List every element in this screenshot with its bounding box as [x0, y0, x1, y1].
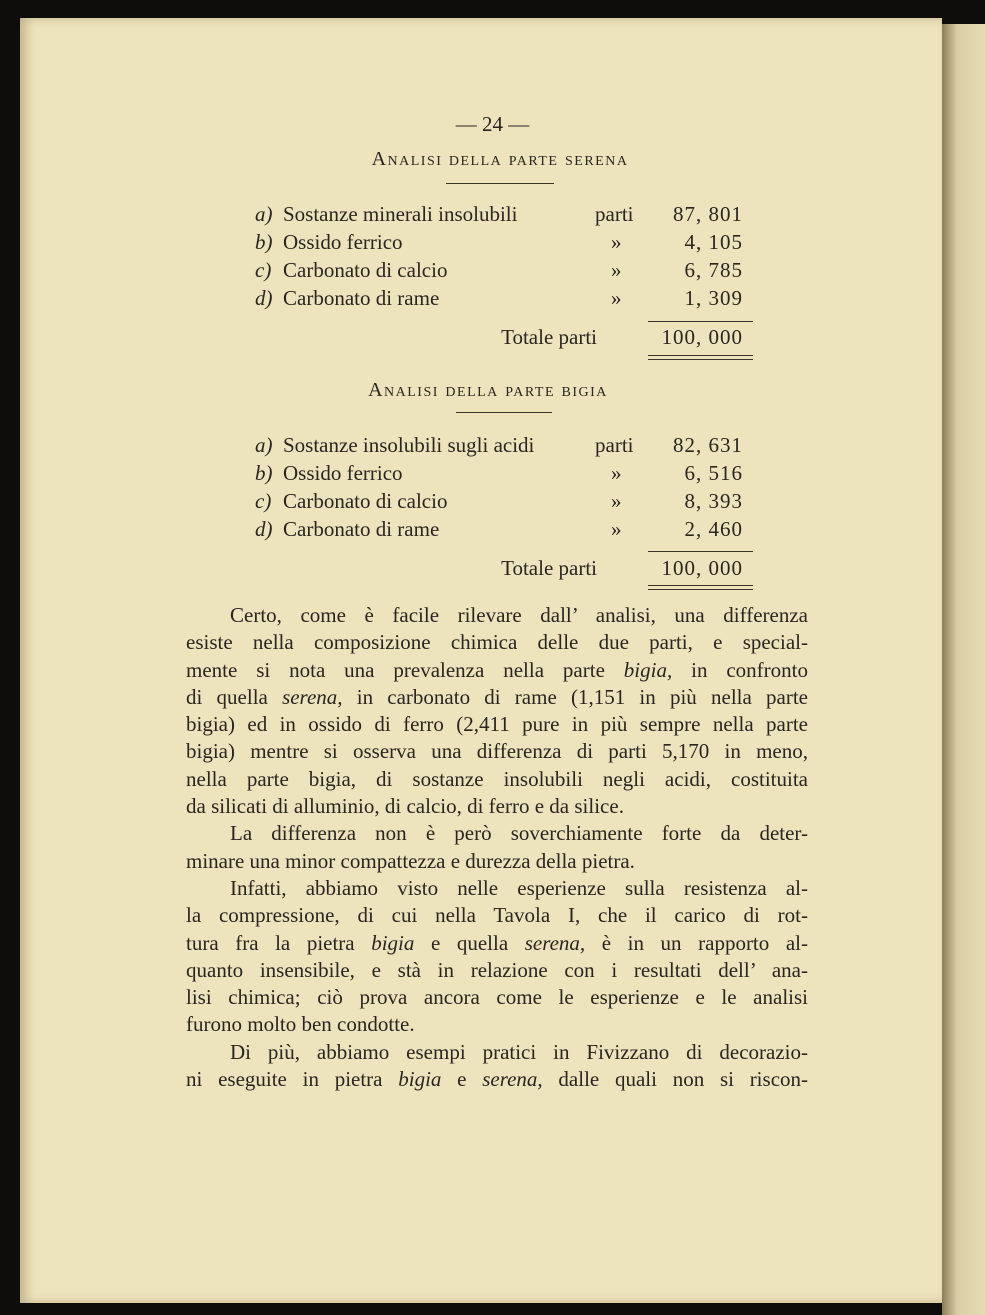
sum-rule: [648, 551, 753, 552]
table-row: [255, 489, 755, 517]
text-line: nella parte bigia, di sostanze insolubili negli acidi, costituita: [186, 766, 808, 791]
text-line: la compressione, di cui nella Tavola I, che il carico di rot-: [186, 903, 808, 928]
text-line: esiste nella composizione chimica delle due parti, e special-: [186, 630, 808, 655]
row-value: 82, 631: [673, 433, 743, 457]
total-label: Totale parti: [501, 325, 597, 349]
row-unit: »: [611, 286, 622, 310]
row-value: 87, 801: [673, 202, 743, 226]
text-line: lisi chimica; ciò prova ancora come le esperienze e le analisi: [186, 985, 808, 1010]
row-letter: d): [255, 286, 273, 310]
section-title-bigia: Analisi della parte bigia: [368, 379, 608, 401]
row-letter: b): [255, 230, 273, 254]
table-row: [255, 230, 755, 258]
row-name: Ossido ferrico: [283, 230, 403, 254]
total-value: 100, 000: [661, 556, 743, 580]
row-letter: a): [255, 433, 273, 457]
text-line: ni eseguite in pietra bigia e serena, dalle quali non si riscon-: [186, 1067, 809, 1092]
text-line: bigia) mentre si osserva una differenza di parti 5,170 in meno,: [186, 739, 808, 764]
next-page-edge: [942, 24, 985, 1315]
heading-rule: [456, 412, 552, 413]
total-row: [255, 556, 755, 584]
row-value: 6, 785: [684, 258, 743, 282]
row-letter: d): [255, 517, 273, 541]
table-row: [255, 433, 755, 461]
row-name: Carbonato di rame: [283, 286, 440, 310]
sum-rule: [648, 321, 753, 322]
body-text: [186, 602, 808, 1093]
text-line: furono molto ben condotte.: [186, 1012, 415, 1037]
table-row: [255, 258, 755, 286]
row-letter: b): [255, 461, 273, 485]
row-unit: »: [611, 489, 622, 513]
row-name: Carbonato di rame: [283, 517, 440, 541]
double-rule-top: [648, 355, 753, 356]
row-value: 2, 460: [684, 517, 743, 541]
text-line: Certo, come è facile rilevare dall’ analisi, una differenza: [230, 603, 808, 627]
table-row: [255, 517, 755, 545]
row-unit: parti: [595, 433, 634, 457]
text-line: La differenza non è però soverchiamente forte da deter-: [230, 821, 808, 846]
row-name: Carbonato di calcio: [283, 489, 448, 513]
text-line: tura fra la pietra bigia e quella serena, è in un rapporto al-: [186, 930, 808, 955]
text-line: Infatti, abbiamo visto nelle esperienze sulla resistenza al-: [230, 875, 808, 900]
row-value: 8, 393: [684, 489, 743, 513]
text-line: quanto insensibile, e stà in relazione con i resultati dell’ ana-: [186, 957, 808, 982]
row-unit: »: [611, 230, 622, 254]
total-row: [255, 325, 755, 353]
row-name: Ossido ferrico: [283, 461, 403, 485]
row-value: 4, 105: [684, 230, 743, 254]
heading-rule: [446, 183, 554, 184]
row-name: Sostanze insolubili sugli acidi: [283, 433, 535, 457]
page-number: — 24 —: [455, 112, 530, 136]
table-row: [255, 461, 755, 489]
section-title-serena: Analisi della parte serena: [371, 148, 629, 170]
total-value: 100, 000: [661, 325, 743, 349]
row-name: Carbonato di calcio: [283, 258, 448, 282]
row-letter: c): [255, 258, 272, 282]
row-unit: »: [611, 461, 622, 485]
total-label: Totale parti: [501, 556, 597, 580]
text-line: bigia) ed in ossido di ferro (2,411 pure in più sempre nella parte: [186, 712, 808, 737]
row-unit: »: [611, 258, 622, 282]
row-unit: parti: [595, 202, 634, 226]
text-line: mente si nota una prevalenza nella parte bigia, in confronto: [186, 657, 808, 682]
row-unit: »: [611, 517, 622, 541]
row-value: 1, 309: [684, 286, 743, 310]
row-name: Sostanze minerali insolubili: [283, 202, 518, 226]
text-line: di quella serena, in carbonato di rame (1,151 in più nella parte: [186, 684, 808, 709]
table-row: [255, 202, 755, 230]
double-rule-bottom: [648, 359, 753, 360]
text-line: Di più, abbiamo esempi pratici in Fivizzano di decorazio-: [230, 1039, 808, 1064]
table-row: [255, 286, 755, 314]
double-rule-bottom: [648, 589, 753, 590]
double-rule-top: [648, 585, 753, 586]
row-value: 6, 516: [684, 461, 743, 485]
text-line: minare una minor compattezza e durezza della pietra.: [186, 848, 635, 873]
row-letter: c): [255, 489, 272, 513]
text-line: da silicati di alluminio, di calcio, di ferro e da silice.: [186, 794, 624, 819]
row-letter: a): [255, 202, 273, 226]
